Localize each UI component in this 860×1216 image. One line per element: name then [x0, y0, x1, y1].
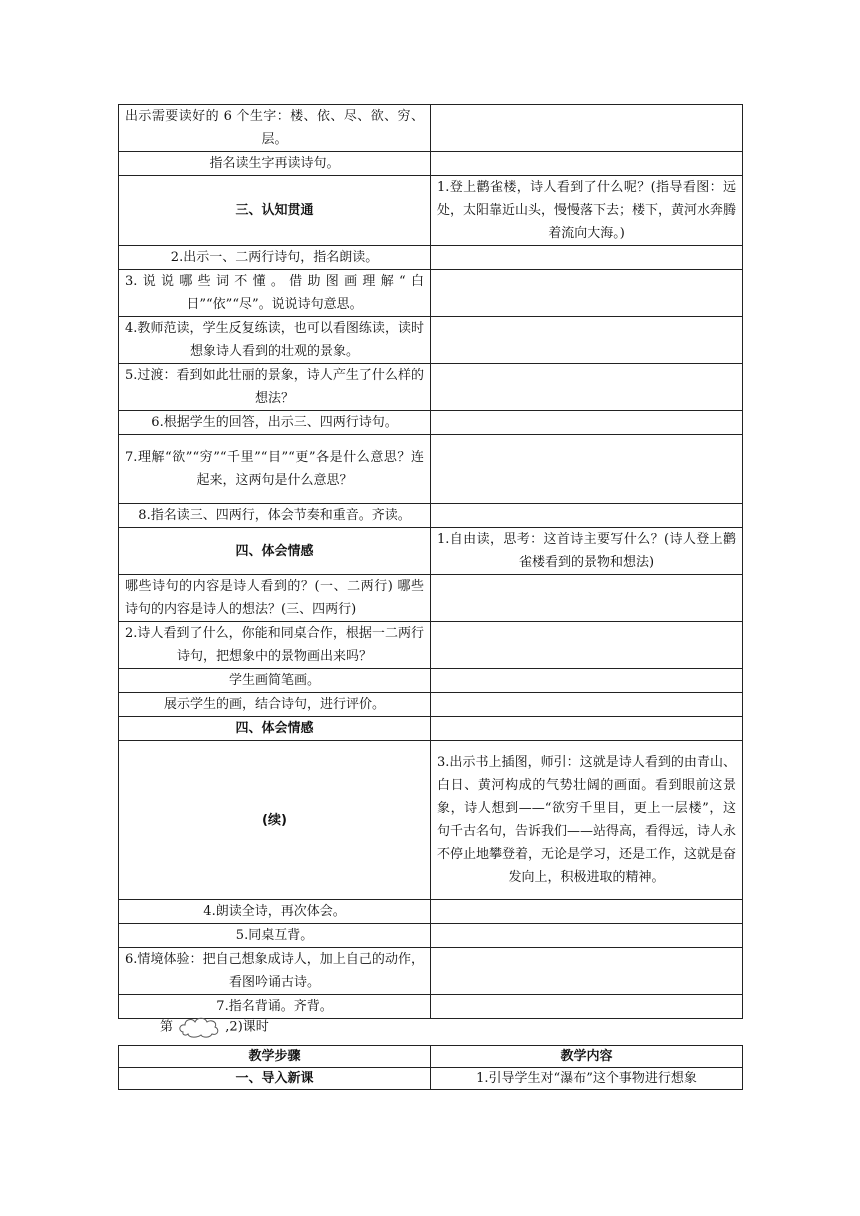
step-cell: 学生画简笔画。: [119, 669, 431, 693]
step-cell: 5.同桌互背。: [119, 924, 431, 948]
section-heading: 四、体会情感: [119, 717, 431, 741]
content-cell: 1.引导学生对“瀑布”这个事物进行想象: [431, 1068, 743, 1090]
step-cell: 4.教师范读，学生反复练读，也可以看图练读，读时想象诗人看到的壮观的景象。: [119, 317, 431, 364]
section-heading: 四、体会情感: [119, 528, 431, 575]
table-row: [119, 717, 743, 741]
content-cell: 1.自由读，思考：这首诗主要写什么？(诗人登上鹳雀楼看到的景物和想法): [431, 528, 743, 575]
step-cell: 7.指名背诵。齐背。: [119, 995, 431, 1019]
table-row: [119, 622, 743, 669]
table-row: [119, 435, 743, 504]
table-row: [119, 924, 743, 948]
content-cell: [431, 504, 743, 528]
content-cell: [431, 622, 743, 669]
table-row: [119, 900, 743, 924]
content-cell: [431, 105, 743, 152]
step-cell: 哪些诗句的内容是诗人看到的？(一、二两行) 哪些诗句的内容是诗人的想法？(三、四两行): [119, 575, 431, 622]
table-row: [119, 317, 743, 364]
header-cell-content: 教学内容: [431, 1046, 743, 1068]
lesson-suffix: ,2)课时: [225, 1019, 269, 1035]
content-cell: 1.登上鹳雀楼，诗人看到了什么呢？(指导看图：远处，太阳靠近山头，慢慢落下去；楼下，黄河水奔腾着流向大海。): [431, 176, 743, 246]
content-cell: [431, 435, 743, 504]
table-row: [119, 270, 743, 317]
content-cell: [431, 246, 743, 270]
table-row: [119, 693, 743, 717]
table-row: [119, 669, 743, 693]
content-cell: [431, 270, 743, 317]
step-cell: 展示学生的画，结合诗句，进行评价。: [119, 693, 431, 717]
step-cell: 8.指名读三、四两行，体会节奏和重音。齐读。: [119, 504, 431, 528]
section-heading: 一、导入新课: [119, 1068, 431, 1090]
step-cell: 6.情境体验：把自己想象成诗人，加上自己的动作，看图吟诵古诗。: [119, 948, 431, 995]
table-row: [119, 176, 743, 246]
content-cell: [431, 693, 743, 717]
step-cell: 5.过渡：看到如此壮丽的景象，诗人产生了什么样的想法？: [119, 364, 431, 411]
step-cell: 2.诗人看到了什么，你能和同桌合作，根据一二两行诗句，把想象中的景物画出来吗？: [119, 622, 431, 669]
table-row: [119, 105, 743, 152]
content-cell: [431, 411, 743, 435]
content-cell: [431, 152, 743, 176]
table-row: [119, 411, 743, 435]
table-row: [119, 1068, 743, 1090]
section-heading: 三、认知贯通: [119, 176, 431, 246]
continued-label: (续): [119, 741, 431, 900]
table-row: [119, 364, 743, 411]
content-cell: [431, 900, 743, 924]
cloud-icon: [177, 1015, 221, 1039]
lesson-plan-table-second: [118, 1045, 743, 1090]
content-cell: [431, 317, 743, 364]
lesson-prefix: 第: [160, 1019, 174, 1035]
header-row: [119, 1046, 743, 1068]
lesson-plan-table: [118, 104, 743, 1019]
step-cell: 7.理解“欲”“穷”“千里”“目”“更”各是什么意思？连起来，这两句是什么意思？: [119, 435, 431, 504]
content-cell: [431, 924, 743, 948]
table-row: [119, 575, 743, 622]
content-cell: [431, 364, 743, 411]
header-cell-steps: 教学步骤: [119, 1046, 431, 1068]
table-row: [119, 152, 743, 176]
table-row: [119, 504, 743, 528]
content-cell: [431, 717, 743, 741]
step-cell: 出示需要读好的 6 个生字：楼、依、尽、欲、穷、层。: [119, 105, 431, 152]
lesson-period-label: [160, 1015, 269, 1040]
table-row: [119, 246, 743, 270]
table-row: [119, 528, 743, 575]
step-cell: 2.出示一、二两行诗句，指名朗读。: [119, 246, 431, 270]
content-cell: [431, 948, 743, 995]
step-cell: 4.朗读全诗，再次体会。: [119, 900, 431, 924]
content-cell: [431, 575, 743, 622]
content-cell: 3.出示书上插图，师引：这就是诗人看到的由青山、白日、黄河构成的气势壮阔的画面。看到眼前这景象，诗人想到——“欲穷千里目，更上一层楼”，这句千古名句，告诉我们——站得高，看得远，诗人永不停止地攀登着，无论是学习，还是工作，这就是奋发向上，积极进取的精神。: [431, 741, 743, 900]
step-cell: 指名读生字再读诗句。: [119, 152, 431, 176]
content-cell: [431, 669, 743, 693]
table-row: [119, 741, 743, 900]
step-cell: 6.根据学生的回答，出示三、四两行诗句。: [119, 411, 431, 435]
step-cell: 3.说说哪些词不懂。借助图画理解“白日”“依”“尽”。说说诗句意思。: [119, 270, 431, 317]
content-cell: [431, 995, 743, 1019]
table-row: [119, 948, 743, 995]
